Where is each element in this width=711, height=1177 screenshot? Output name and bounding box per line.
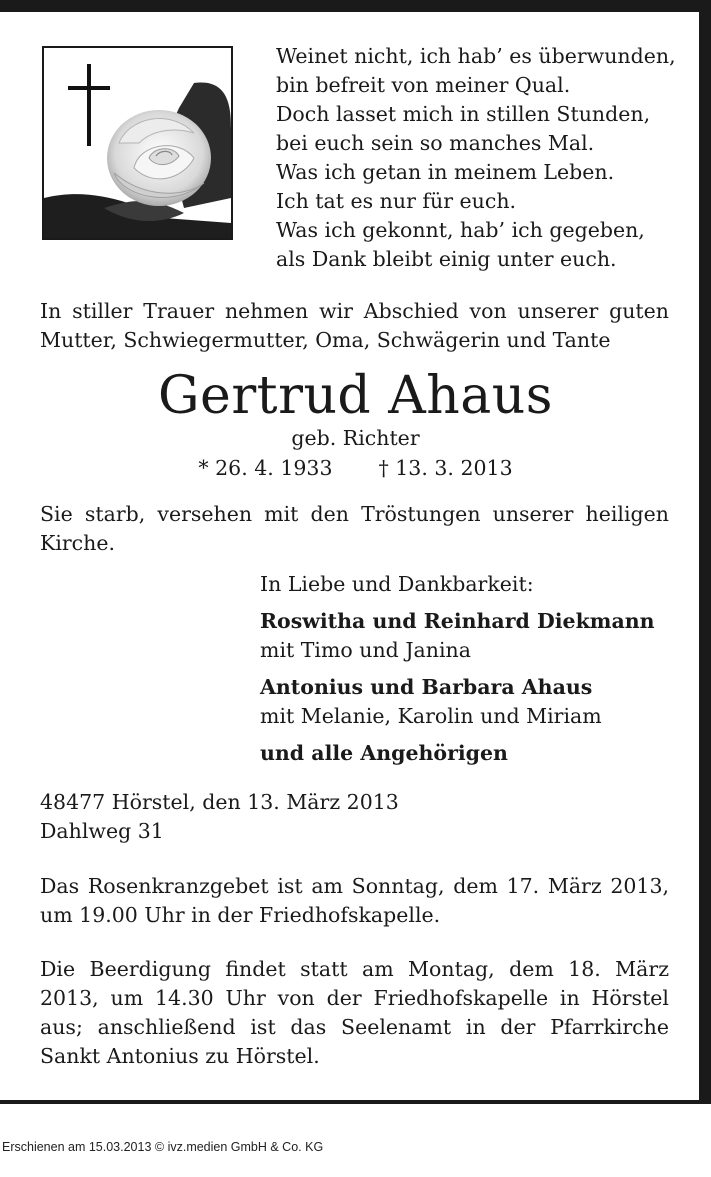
family-children: mit Melanie, Karolin und Miriam [260, 704, 602, 728]
poem-line: Weinet nicht, ich hab’ es überwunden, [276, 44, 676, 68]
mourners-block [260, 570, 655, 768]
mourners-heading: In Liebe und Dankbarkeit: [260, 572, 534, 596]
poem-line: Was ich gekonnt, hab’ ich gegeben, [276, 218, 645, 242]
funeral-notice: Die Beerdigung findet statt am Montag, dem 18. März 2013, um 14.30 Uhr von der Friedhofskapelle in Hörstel aus; anschließend ist das Seelenamt in der Pfarrkirche Sankt Antonius zu Hörstel. [40, 957, 669, 1068]
intro-text: In stiller Trauer nehmen wir Abschied von unserer guten Mutter, Schwiegermutter, Oma, Schwägerin und Tante [40, 299, 669, 352]
publication-footer: Erschienen am 15.03.2013 © ivz.medien GmbH & Co. KG [2, 1140, 324, 1154]
family-name: Antonius und Barbara Ahaus [260, 675, 593, 699]
family-name: Roswitha und Reinhard Diekmann [260, 609, 655, 633]
death-date: † 13. 3. 2013 [378, 456, 513, 480]
birth-date: * 26. 4. 1933 [198, 456, 333, 480]
poem-line: bei euch sein so manches Mal. [276, 131, 595, 155]
other-relatives: und alle Angehörigen [260, 741, 508, 765]
poem-line: Was ich getan in meinem Leben. [276, 160, 615, 184]
maiden-name: geb. Richter [291, 426, 420, 450]
life-dates [0, 454, 711, 483]
poem-line: als Dank bleibt einig unter euch. [276, 247, 617, 271]
poem-line: Doch lasset mich in stillen Stunden, [276, 102, 651, 126]
cross-and-rose-icon [42, 46, 233, 240]
poem-line: bin befreit von meiner Qual. [276, 73, 571, 97]
family-children: mit Timo und Janina [260, 638, 471, 662]
rosary-notice: Das Rosenkranzgebet ist am Sonntag, dem 17. März 2013, um 19.00 Uhr in der Friedhofskapelle. [40, 874, 669, 927]
poem-line: Ich tat es nur für euch. [276, 189, 517, 213]
street-address: Dahlweg 31 [40, 819, 164, 843]
poem [276, 42, 676, 274]
deceased-name: Gertrud Ahaus [158, 366, 553, 426]
top-border [0, 0, 711, 12]
address-block [40, 788, 399, 846]
place-date: 48477 Hörstel, den 13. März 2013 [40, 790, 399, 814]
death-note: Sie starb, versehen mit den Tröstungen unserer heiligen Kirche. [40, 502, 669, 555]
